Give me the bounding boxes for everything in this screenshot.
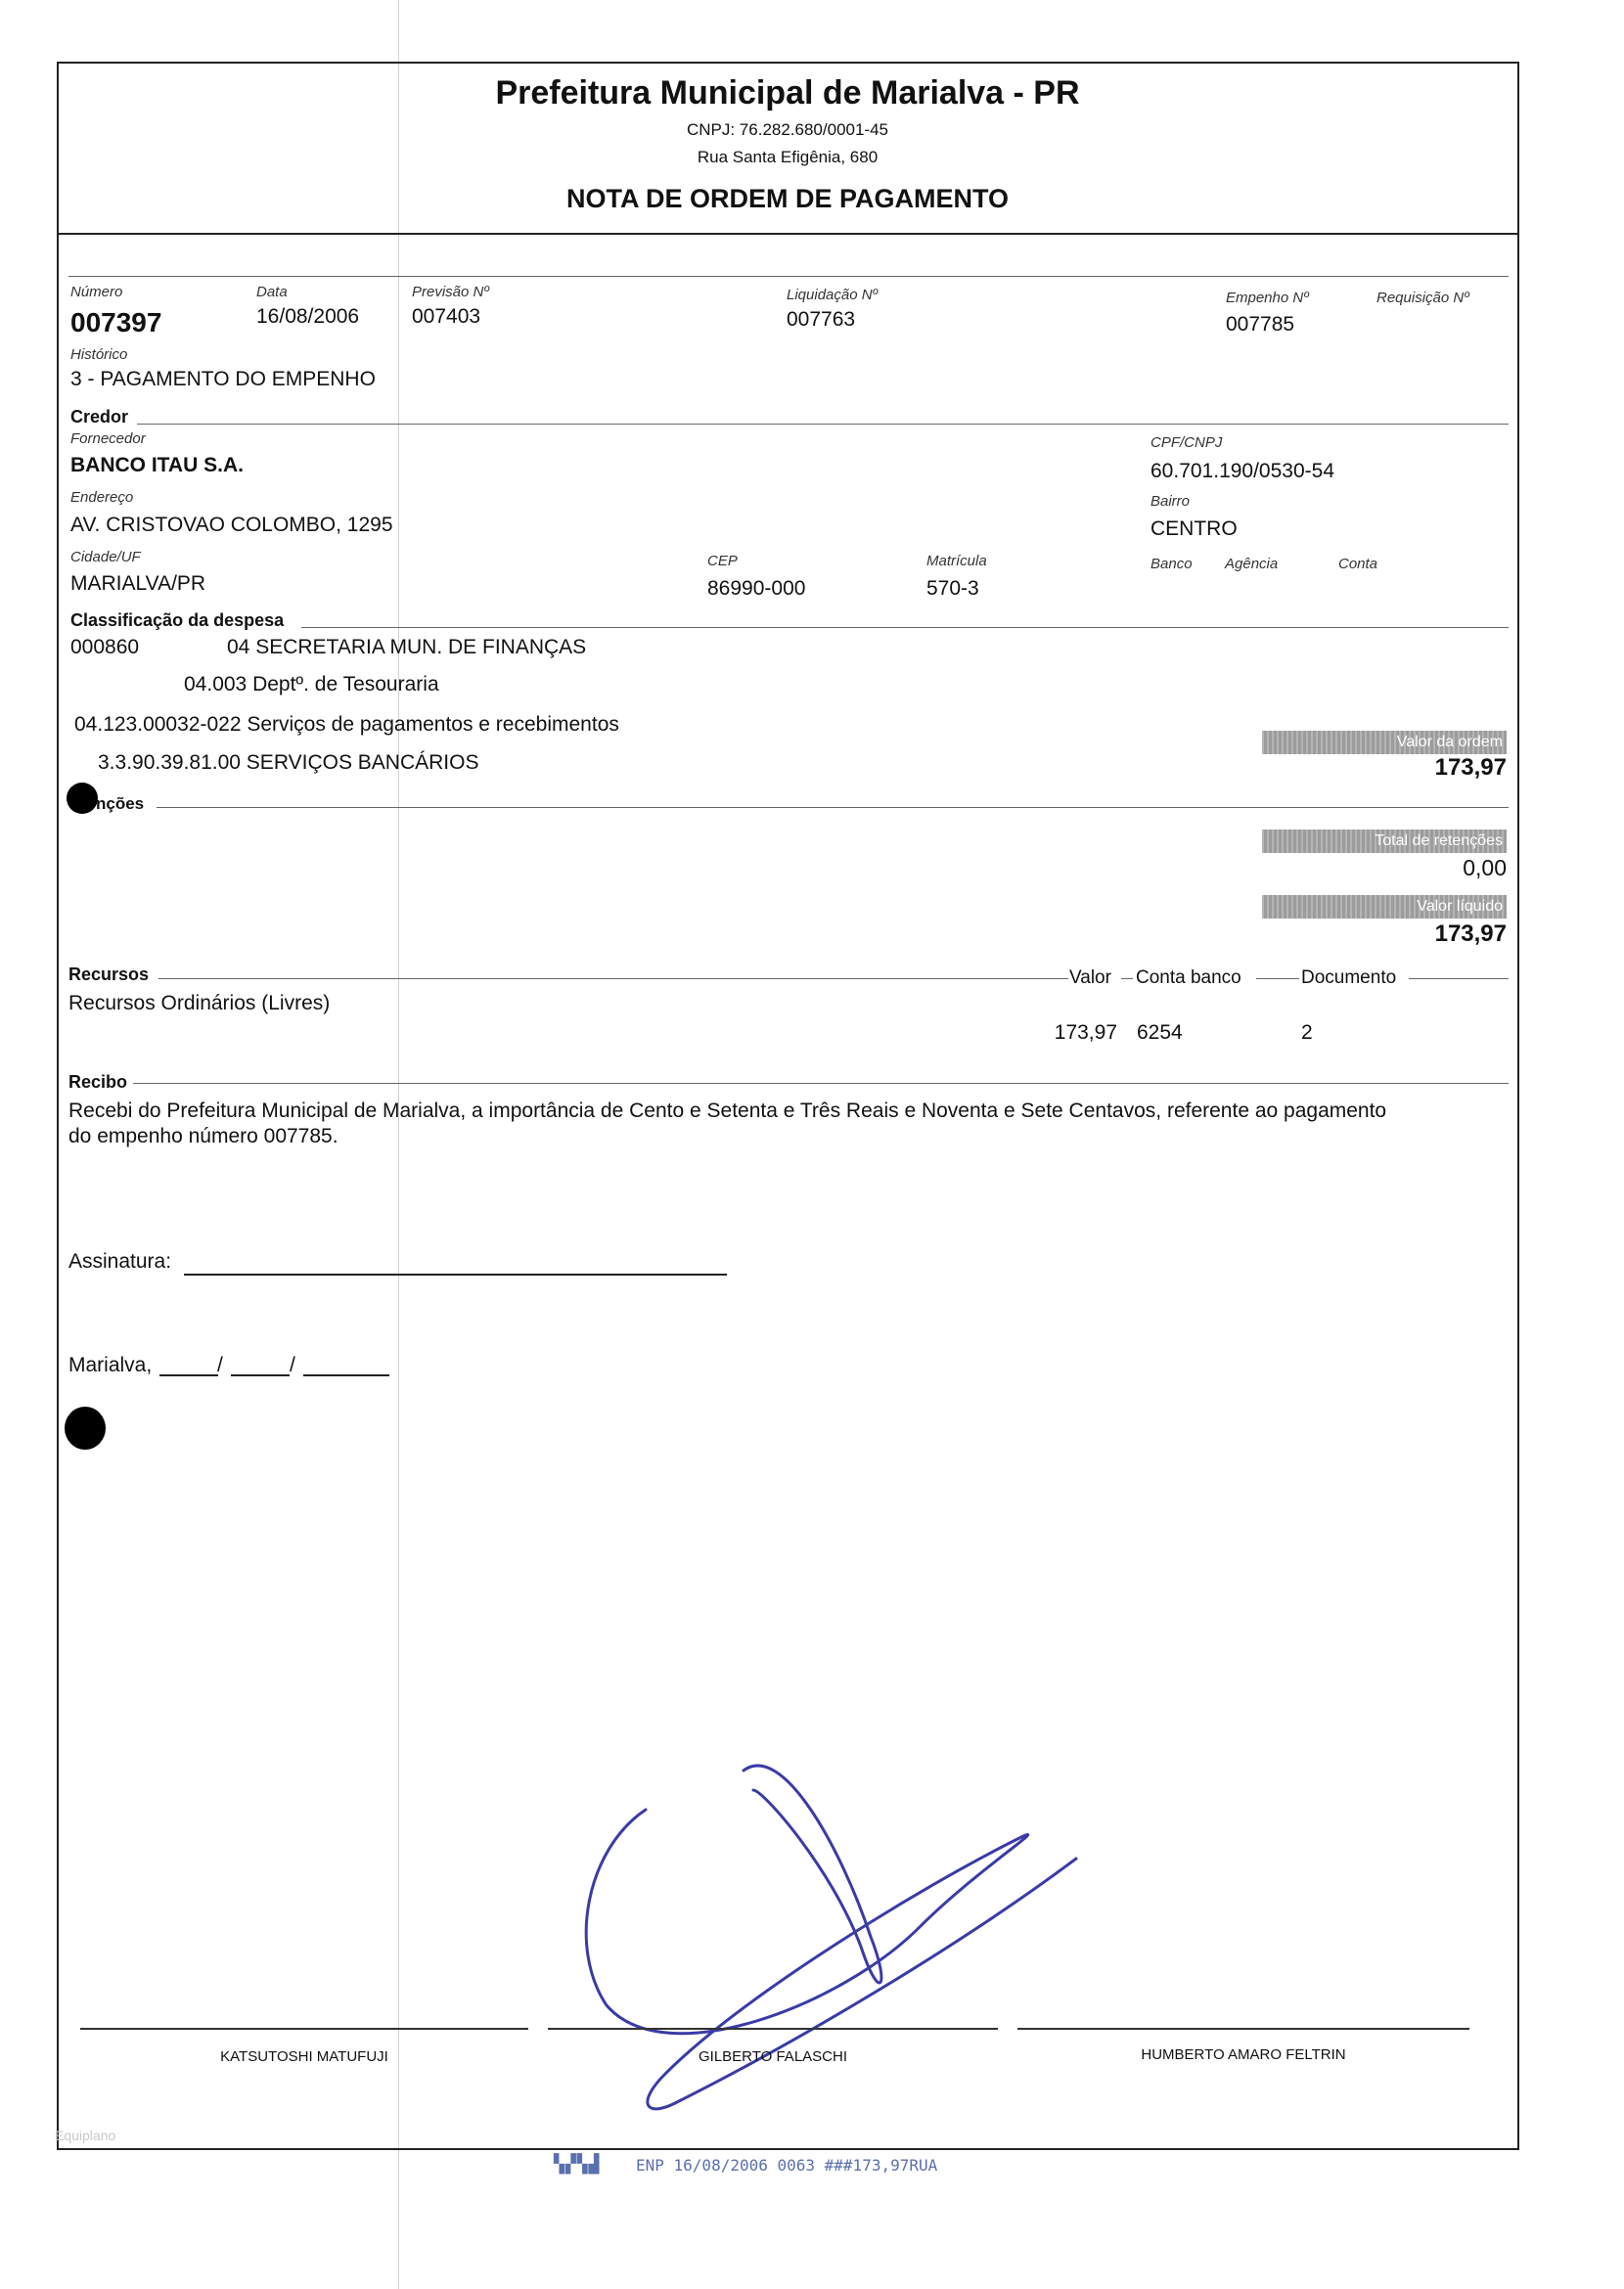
top-rule [68,276,1509,277]
retencoes-rule [157,807,1509,808]
recursos-valor: 173,97 [1054,1021,1117,1044]
classificacao-section: Classificação da despesa [70,610,285,630]
previsao-label: Previsão Nº [412,284,489,300]
credor-rule [137,424,1509,425]
liquidacao-label: Liquidação Nº [787,287,879,303]
classificacao-elemento: 3.3.90.39.81.00 SERVIÇOS BANCÁRIOS [98,751,479,774]
recursos-section: Recursos [68,965,150,984]
signatory-2: GILBERTO FALASCHI [699,2048,847,2065]
cep-value: 86990-000 [707,577,806,600]
matricula-label: Matrícula [926,553,987,569]
conta-label: Conta [1338,556,1378,572]
bank-stamp: ENP 16/08/2006 0063 ###173,97RUA [636,2156,938,2175]
date-year-line [303,1374,389,1376]
endereco-label: Endereço [70,489,134,506]
retencoes-section: nções [96,794,145,813]
data-value: 16/08/2006 [256,305,360,328]
historico-value: 3 - PAGAMENTO DO EMPENHO [70,368,376,390]
recibo-rule [133,1083,1509,1084]
address-line: Rua Santa Efigênia, 680 [697,148,879,166]
cidade-value: MARIALVA/PR [70,572,206,595]
signature-line-2 [548,2028,998,2030]
previsao-value: 007403 [412,305,481,328]
signatory-1: KATSUTOSHI MATUFUJI [220,2048,388,2065]
fornecedor-value: BANCO ITAU S.A. [70,454,244,476]
assinatura-line [184,1274,727,1276]
cep-label: CEP [707,553,738,569]
recursos-rule [158,978,1068,979]
assinatura-label: Assinatura: [68,1250,172,1273]
classificacao-departamento: 04.003 Deptº. de Tesouraria [184,673,439,696]
recursos-descricao: Recursos Ordinários (Livres) [68,992,331,1014]
banco-label: Banco [1150,556,1193,572]
municipality-title: Prefeitura Municipal de Marialva - PR [495,74,1080,112]
date-day-line [159,1374,218,1376]
classificacao-programa: 04.123.00032-022 Serviços de pagamentos e recebimentos [74,713,619,736]
recursos-documento: 2 [1301,1021,1313,1044]
numero-value: 007397 [70,307,162,337]
signatory-3: HUMBERTO AMARO FELTRIN [1141,2046,1346,2063]
classificacao-secretaria: 04 SECRETARIA MUN. DE FINANÇAS [227,636,587,658]
bairro-label: Bairro [1150,493,1191,510]
recibo-section: Recibo [68,1072,128,1092]
matricula-value: 570-3 [926,577,979,600]
signature-line-1 [80,2028,528,2030]
cpf-value: 60.701.190/0530-54 [1150,460,1335,482]
cpf-label: CPF/CNPJ [1150,434,1223,451]
bank-stamp-icon: ▚▞▚▟ [554,2156,601,2176]
credor-section: Credor [70,407,129,426]
recursos-sep-2 [1256,978,1299,979]
recursos-conta: 6254 [1137,1021,1183,1044]
requisicao-label: Requisição Nº [1376,290,1469,306]
recursos-sep-1 [1121,978,1133,979]
classificacao-rule [301,627,1509,628]
valor-liquido-label: Valor líquido [1262,895,1507,919]
fornecedor-label: Fornecedor [70,430,146,447]
total-retencoes-value: 0,00 [1463,855,1507,880]
liquidacao-value: 007763 [787,308,856,331]
software-watermark: Equiplano [55,2128,116,2143]
numero-label: Número [70,284,123,300]
recursos-sep-3 [1409,978,1509,979]
cnpj-line: CNPJ: 76.282.680/0001-45 [686,120,889,139]
signature-line-3 [1017,2028,1469,2030]
data-label: Data [256,284,288,300]
recibo-text-line1: Recebi do Prefeitura Municipal de Marialva, a importância de Cento e Setenta e Três Reais e Noventa e Sete Centavos, referente ao pagamento [68,1100,1387,1122]
recursos-conta-header: Conta banco [1136,967,1241,988]
document-title: NOTA DE ORDEM DE PAGAMENTO [565,184,1009,213]
recursos-valor-header: Valor [1069,967,1111,988]
agencia-label: Agência [1225,556,1279,572]
empenho-value: 007785 [1226,313,1295,336]
recursos-documento-header: Documento [1301,967,1397,988]
handwritten-signature [548,1751,1096,2123]
endereco-value: AV. CRISTOVAO COLOMBO, 1295 [70,514,393,536]
cidade-label: Cidade/UF [70,549,141,565]
bairro-value: CENTRO [1150,517,1238,540]
classificacao-code: 000860 [70,636,140,658]
date-slash-2: / [290,1354,295,1376]
total-retencoes-label: Total de retenções [1262,830,1507,853]
recibo-text-line2: do empenho número 007785. [68,1125,338,1147]
punch-hole-mark [67,783,98,814]
punch-hole-mark-2 [65,1407,106,1450]
local-label: Marialva, [68,1354,153,1376]
valor-ordem-label: Valor da ordem [1262,731,1507,754]
historico-label: Histórico [70,346,128,363]
empenho-label: Empenho Nº [1226,290,1309,306]
valor-ordem-value: 173,97 [1434,754,1507,781]
date-month-line [231,1374,290,1376]
date-slash-1: / [217,1354,223,1376]
valor-liquido-value: 173,97 [1434,920,1507,947]
header-divider [57,233,1519,235]
